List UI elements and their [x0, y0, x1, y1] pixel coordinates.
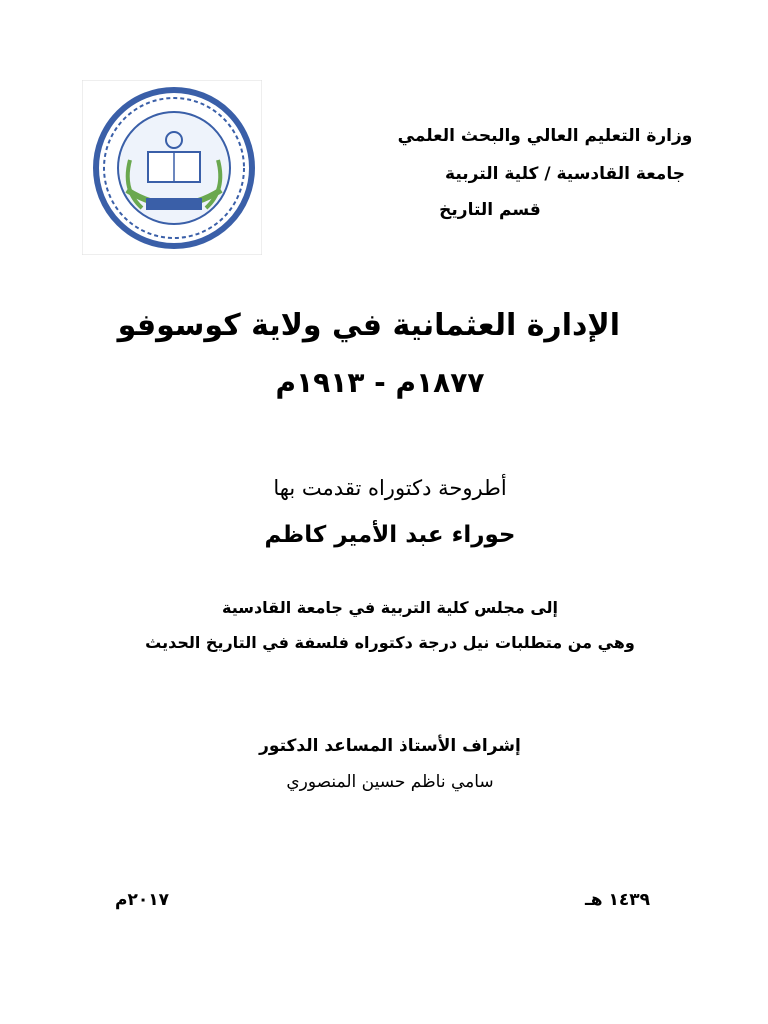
thesis-period: ١٨٧٧م - ١٩١٣م — [275, 366, 485, 399]
gregorian-date: ٢٠١٧م — [115, 890, 169, 910]
submission-line-1: إلى مجلس كلية التربية في جامعة القادسية — [221, 598, 558, 617]
university-seal-icon — [82, 80, 262, 255]
supervisor-name: سامي ناظم حسين المنصوري — [286, 772, 494, 792]
university-seal — [82, 80, 262, 255]
department-name: قسم التاريخ — [439, 200, 541, 220]
author-name: حوراء عبد الأمير كاظم — [264, 522, 516, 548]
university-faculty-name: جامعة القادسية / كلية التربية — [445, 164, 685, 184]
hijri-date: ١٤٣٩ هـ — [584, 890, 650, 910]
thesis-title: الإدارة العثمانية في ولاية كوسوفو — [117, 308, 620, 343]
supervisor-label: إشراف الأستاذ المساعد الدكتور — [259, 736, 521, 756]
submission-line-2: وهي من متطلبات نيل درجة دكتوراه فلسفة في التاريخ الحديث — [145, 633, 635, 652]
ministry-name: وزارة التعليم العالي والبحث العلمي — [397, 126, 693, 146]
thesis-intro: أطروحة دكتوراه تقدمت بها — [273, 476, 507, 500]
